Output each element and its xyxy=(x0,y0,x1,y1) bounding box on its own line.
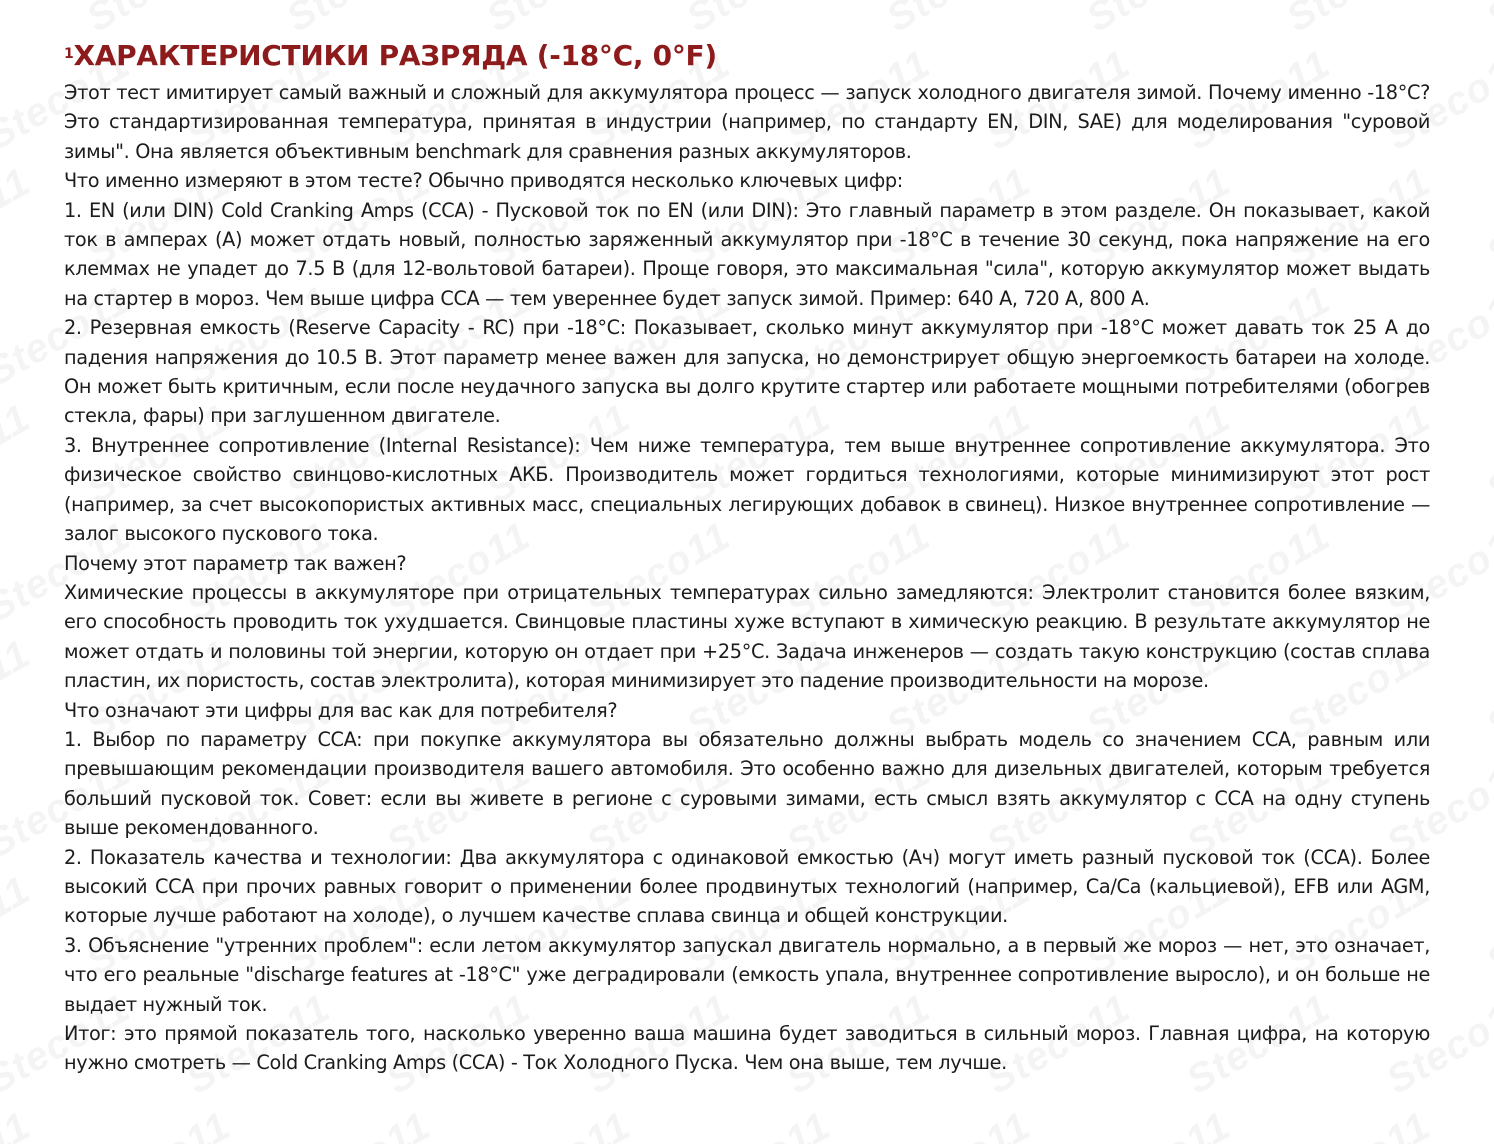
paragraph-cca: 1. EN (или DIN) Cold Cranking Amps (CCA) - Пусковой ток по EN (или DIN): Это главный параметр в этом разделе. Он показывает, какой ток в амперах (А) может отдать новый, полностью заряженный аккумулятор при -18°C в течение 30 секунд, пока напряжение на его клеммах не упадет до 7.5 В (для 12-вольтовой батареи). Проще говоря, это максимальная "сила", которую аккумулятор может выдать на стартер в мороз. Чем выше цифра CCA — тем увереннее будет запуск зимой. Пример: 640 А, 720 А, 800 А. xyxy=(64,198,1430,310)
watermark-logo xyxy=(0,632,38,750)
paragraph-internal-resistance: 3. Внутреннее сопротивление (Internal Resistance): Чем ниже температура, тем выше внутреннее сопротивление аккумулятора. Это физическое свойство свинцово-кислотных АКБ. Производитель может гордиться технологиями, которые минимизируют этот рост (например, за счет высокопористых активных масс, специальных легирующих добавок в свинец). Низкое внутреннее сопротивление — залог высокого пускового тока. xyxy=(64,433,1430,546)
page-title xyxy=(64,34,1430,78)
watermark-logo xyxy=(1479,0,1494,41)
document-content xyxy=(64,34,1430,1078)
paragraph-question-importance: Почему этот параметр так важен? xyxy=(64,551,407,575)
paragraph-intro: Этот тест имитирует самый важный и сложный для аккумулятора процесс — запуск холодного двигателя зимой. Почему именно -18°C? Это стандартизированная температура, принятая в индустрии (например, по стандарту EN, DIN, SAE) для моделирования "суровой зимы". Она является объективным benchmark для сравнения разных аккумуляторов. xyxy=(64,81,1430,163)
paragraph-morning-problems: 3. Объяснение "утренних проблем": если летом аккумулятор запускал двигатель нормально, а в первый же мороз — нет, это означает, что его реальные "discharge features at -18°C" уже деградировали (емкость упала, внутреннее сопротивление выросло), и он больше не выдает нужный ток. xyxy=(64,933,1430,1016)
paragraph-question-consumer: Что означают эти цифры для вас как для потребителя? xyxy=(64,698,618,722)
watermark-logo xyxy=(0,160,38,278)
watermark-logo xyxy=(1479,868,1494,986)
watermark-logo xyxy=(0,396,38,514)
watermark-logo xyxy=(1479,396,1494,514)
paragraph-reserve-capacity: 2. Резервная емкость (Reserve Capacity - RC) при -18°C: Показывает, сколько минут аккумулятор при -18°C может давать ток 25 А до падения напряжения до 10.5 В. Этот параметр менее важен для запуска, но демонстрирует общую энергоемкость батареи на холоде. Он может быть критичным, если после неудачного запуска вы долго крутите стартер или работаете мощными потребителями (обогрев стекла, фары) при заглушенном двигателе. xyxy=(64,316,1430,428)
paragraph-chemistry: Химические процессы в аккумуляторе при отрицательных температурах сильно замедляются: Электролит становится более вязким, его способность проводить ток ухудшается. Свинцовые пластины хуже вступают в химическую реакцию. В результате аккумулятор не может отдать и половины той энергии, которую он отдает при +25°C. Задача инженеров — создать такую конструкцию (состав сплава пластин, их пористость, состав электролита), которая минимизирует это падение производительности на морозе. xyxy=(64,580,1430,693)
watermark-logo xyxy=(1479,160,1494,278)
watermark-logo xyxy=(879,1104,1038,1144)
watermark-logo xyxy=(1079,1104,1238,1144)
watermark-logo xyxy=(479,1104,638,1144)
paragraph-summary: Итог: это прямой показатель того, насколько уверенно ваша машина будет заводиться в сильный мороз. Главная цифра, на которую нужно смотреть — Cold Cranking Amps (CCA) - Ток Холодного Пуска. Чем она выше, тем лучше. xyxy=(64,1022,1430,1075)
watermark-logo xyxy=(1479,632,1494,750)
watermark-logo xyxy=(0,1104,38,1144)
paragraph-question-measure: Что именно измеряют в этом тесте? Обычно приводятся несколько ключевых цифр: xyxy=(64,169,903,193)
watermark-logo xyxy=(1279,1104,1438,1144)
paragraph-quality: 2. Показатель качества и технологии: Два аккумулятора с одинаковой емкостью (Ач) могут иметь разный пусковой ток (CCA). Более высокий CCA при прочих равных говорит о применении более продвинутых технологий (например, Ca/Ca (кальциевой), EFB или AGM, которые лучше работают на холоде), о лучшем качестве сплава свинца и общей конструкции. xyxy=(64,845,1430,928)
watermark-logo xyxy=(79,1104,238,1144)
page-title-text: ХАРАКТЕРИСТИКИ РАЗРЯДА (-18°С, 0°F) xyxy=(73,39,717,72)
watermark-logo xyxy=(1479,1104,1494,1144)
watermark-logo xyxy=(0,0,38,41)
watermark-logo xyxy=(279,1104,438,1144)
footnote-marker: 1 xyxy=(64,46,74,62)
paragraph-choice-cca: 1. Выбор по параметру CCA: при покупке аккумулятора вы обязательно должны выбрать модель со значением CCA, равным или превышающим рекомендации производителя вашего автомобиля. Это особенно важно для дизельных двигателей, которым требуется больший пусковой ток. Совет: если вы живете в регионе с суровыми зимами, есть смысл взять аккумулятор с CCA на одну ступень выше рекомендованного. xyxy=(64,727,1430,840)
watermark-logo xyxy=(0,868,38,986)
watermark-logo xyxy=(679,1104,838,1144)
body-text xyxy=(64,78,1430,1078)
